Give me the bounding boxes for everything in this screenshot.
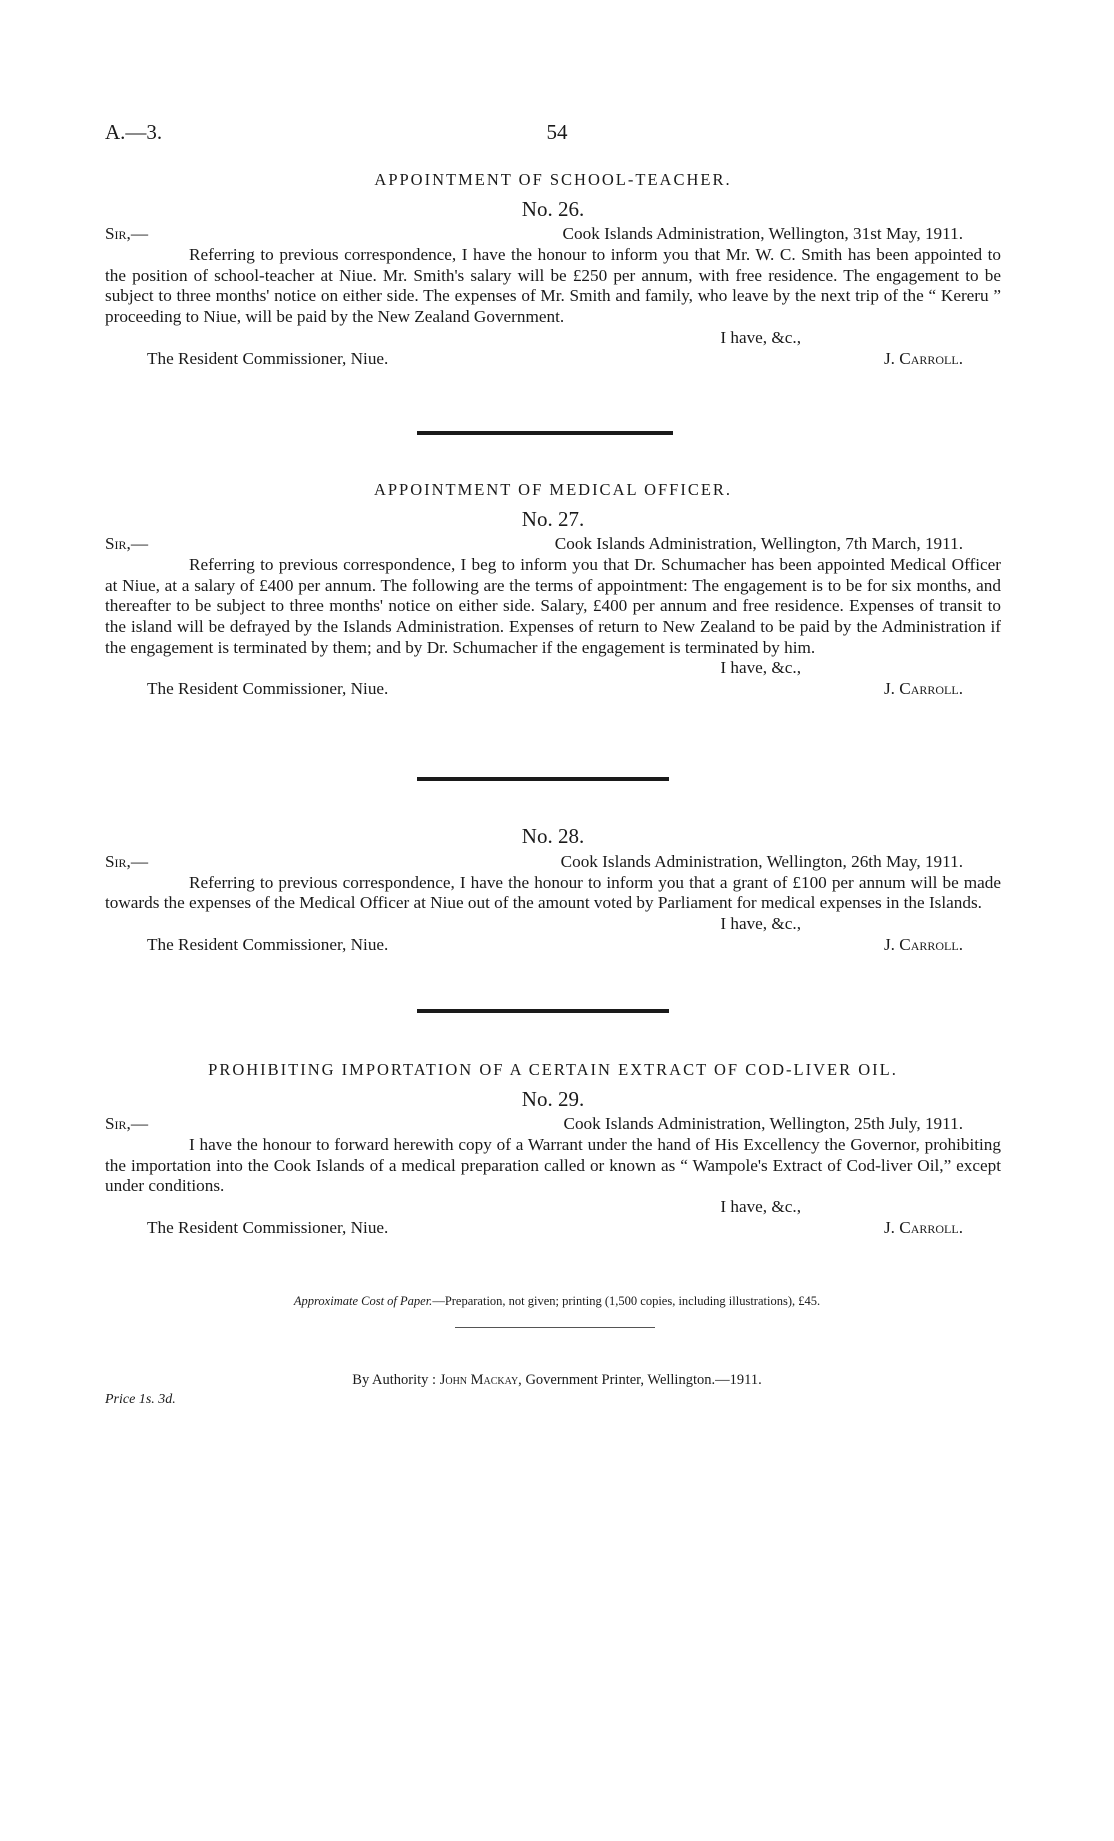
printer-imprint (0, 1372, 1114, 1389)
signature: J. Carroll. (883, 934, 963, 954)
addressee: The Resident Commissioner, Niue. (147, 934, 389, 954)
authority-suffix: Government Printer, Wellington.—1911. (525, 1372, 762, 1388)
salutation: Sir,— (105, 851, 149, 871)
letter-body: Referring to previous correspondence, I have the honour to inform you that a grant of £100 per annum will be made towards the expenses of the Medical Officer at Niue out of the amount voted by Parliament for medical expenses in the Islands. (105, 872, 1001, 913)
cost-text: —Preparation, not given; printing (1,500 copies, including illustrations), £45. (432, 1294, 821, 1308)
dateline: Cook Islands Administration, Wellington, 26th May, 1911. (560, 851, 963, 871)
signature: J. Carroll. (883, 679, 963, 699)
letter-number: No. 29. (521, 1086, 585, 1111)
letter-number: No. 26. (521, 196, 585, 221)
signature: J. Carroll. (883, 1217, 963, 1237)
closing: I have, &c., (720, 1196, 801, 1216)
dateline: Cook Islands Administration, Wellington, 7th March, 1911. (554, 534, 963, 554)
salutation: Sir,— (105, 1114, 149, 1134)
section-divider (417, 431, 673, 435)
addressee: The Resident Commissioner, Niue. (147, 348, 389, 368)
printer-name: John Mackay, (439, 1372, 522, 1388)
addressee: The Resident Commissioner, Niue. (147, 679, 389, 699)
letter-29 (105, 1060, 1001, 1239)
letter-body: Referring to previous correspondence, I have the honour to inform you that Mr. W. C. Smith has been appointed to the position of school-teacher at Niue. Mr. Smith's salary will be £250 per annum, with free residence. The engagement to be subject to three months' notice on either side. The expenses of Mr. Smith and family, who leave by the next trip of the “ Kereru ” proceeding to Niue, will be paid by the New Zealand Government. (105, 245, 1001, 326)
letter-number: No. 28. (521, 824, 585, 848)
cost-note (0, 1294, 1114, 1309)
salutation: Sir,— (105, 534, 149, 554)
letter-heading: PROHIBITING IMPORTATION OF A CERTAIN EXTRACT OF COD-LIVER OIL. (208, 1060, 898, 1079)
salutation: Sir,— (105, 224, 149, 244)
letter-28 (105, 826, 1001, 956)
dateline: Cook Islands Administration, Wellington, 31st May, 1911. (562, 224, 963, 244)
closing: I have, &c., (720, 913, 801, 933)
addressee: The Resident Commissioner, Niue. (147, 1217, 389, 1237)
document-reference: A.—3. (105, 120, 163, 144)
closing: I have, &c., (720, 327, 801, 347)
section-divider (417, 1009, 669, 1013)
letter-heading: APPOINTMENT OF SCHOOL-TEACHER. (374, 170, 732, 189)
letter-body: I have the honour to forward herewith copy of a Warrant under the hand of His Excellency the Governor, prohibiting the importation into the Cook Islands of a medical preparation called or known as “ Wampole's Extract of Cod-liver Oil,” except under conditions. (105, 1135, 1001, 1196)
authority-prefix: By Authority : (352, 1372, 437, 1388)
footer-divider (455, 1327, 655, 1328)
letter-27 (105, 480, 1001, 700)
letter-number: No. 27. (521, 506, 585, 531)
letter-body: Referring to previous correspondence, I beg to inform you that Dr. Schumacher has been appointed Medical Officer at Niue, at a salary of £400 per annum. The following are the terms of appointment: The engagement is to be for six months, and thereafter to be subject to three months' notice on either side. Salary, £400 per annum and free residence. Expenses of transit to the island will be defrayed by the Islands Administration. Expenses of return to New Zealand to be paid by the Administration if the engagement is terminated by them; and by Dr. Schumacher if the engagement is terminated by him. (105, 555, 1001, 657)
price: Price 1s. 3d. (105, 1392, 176, 1407)
closing: I have, &c., (720, 658, 801, 678)
page-number: 54 (546, 120, 568, 144)
letter-heading: APPOINTMENT OF MEDICAL OFFICER. (373, 480, 733, 499)
section-divider (417, 777, 669, 781)
letter-26 (105, 170, 1001, 370)
signature: J. Carroll. (883, 348, 963, 368)
dateline: Cook Islands Administration, Wellington, 25th July, 1911. (563, 1114, 963, 1134)
cost-label: Approximate Cost of Paper. (293, 1294, 433, 1308)
